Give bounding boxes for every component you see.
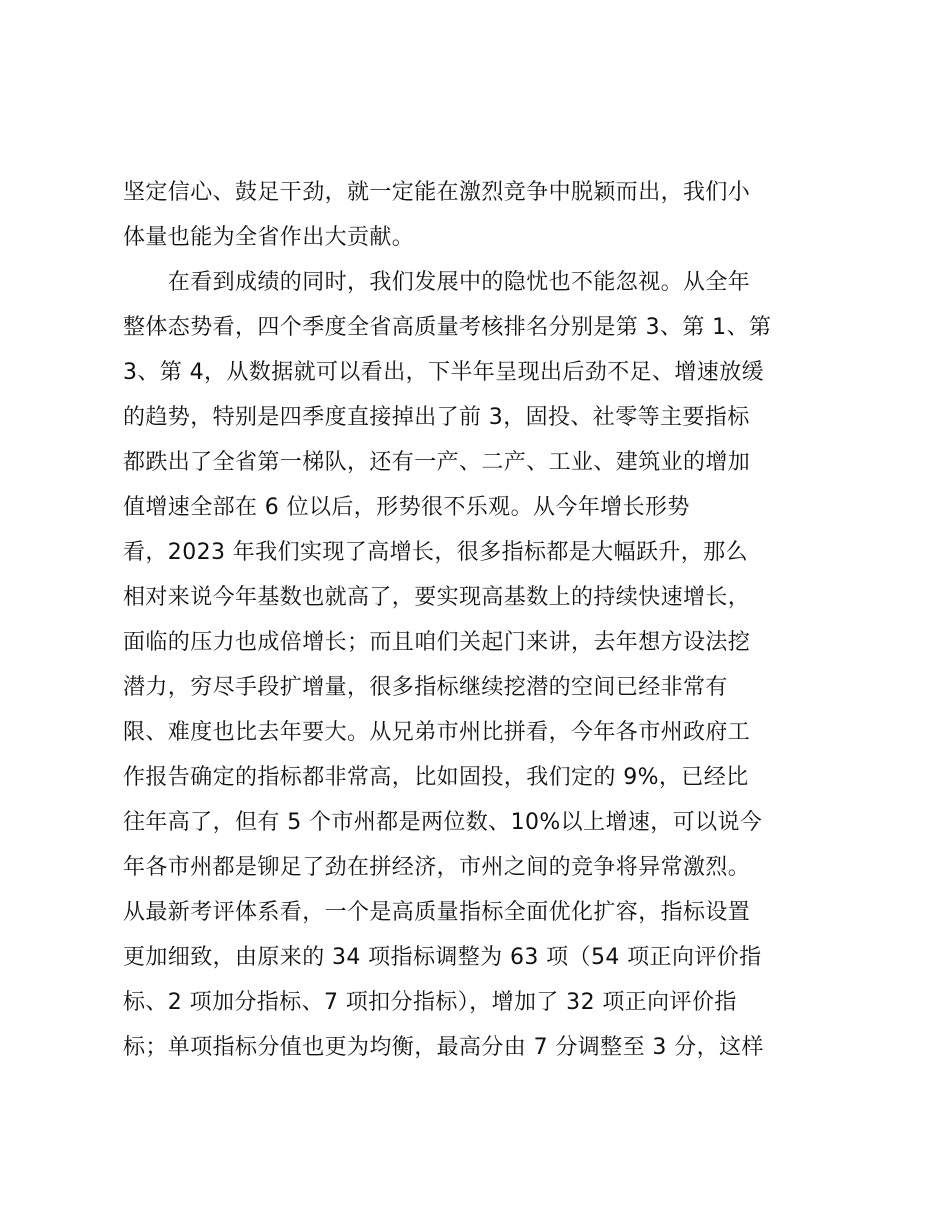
text-line: 3、第 4，从数据就可以看出，下半年呈现出后劲不足、增速放缓: [123, 360, 764, 385]
text-line: 值增速全部在 6 位以后，形势很不乐观。从今年增长形势: [123, 495, 690, 520]
text-line: 作报告确定的指标都非常高，比如固投，我们定的 9%，已经比: [123, 765, 749, 790]
text-line: 面临的压力也成倍增长；而且咱们关起门来讲，去年想方设法挖: [123, 630, 751, 655]
text-line: 整体态势看，四个季度全省高质量考核排名分别是第 3、第 1、第: [123, 315, 772, 340]
text-line: 相对来说今年基数也就高了，要实现高基数上的持续快速增长，: [123, 585, 751, 610]
text-line: 标；单项指标分值也更为均衡，最高分由 7 分调整至 3 分，这样: [123, 1035, 764, 1060]
text-line: 更加细致，由原来的 34 项指标调整为 63 项（54 项正向评价指: [123, 945, 762, 970]
text-line: 限、难度也比去年要大。从兄弟市州比拼看，今年各市州政府工: [123, 720, 751, 745]
text-line: 年各市州都是铆足了劲在拼经济，市州之间的竞争将异常激烈。: [123, 855, 751, 880]
text-line: 体量也能为全省作出大贡献。: [123, 225, 415, 250]
text-line: 从最新考评体系看，一个是高质量指标全面优化扩容，指标设置: [123, 900, 751, 925]
text-line: 往年高了，但有 5 个市州都是两位数、10%以上增速，可以说今: [123, 810, 763, 835]
text-line: 的趋势，特别是四季度直接掉出了前 3，固投、社零等主要指标: [123, 405, 750, 430]
paragraph-first-line: 在看到成绩的同时，我们发展中的隐忧也不能忽视。从全年: [123, 270, 751, 295]
text-line: 坚定信心、鼓足干劲，就一定能在激烈竞争中脱颖而出，我们小: [123, 180, 751, 205]
body-text: [123, 170, 843, 1070]
text-line: 标、2 项加分指标、7 项扣分指标），增加了 32 项正向评价指: [123, 990, 737, 1015]
text-line: 潜力，穷尽手段扩增量，很多指标继续挖潜的空间已经非常有: [123, 675, 728, 700]
text-line: 看，2023 年我们实现了高增长，很多指标都是大幅跃升，那么: [123, 540, 748, 565]
text-line: 都跌出了全省第一梯队，还有一产、二产、工业、建筑业的增加: [123, 450, 751, 475]
